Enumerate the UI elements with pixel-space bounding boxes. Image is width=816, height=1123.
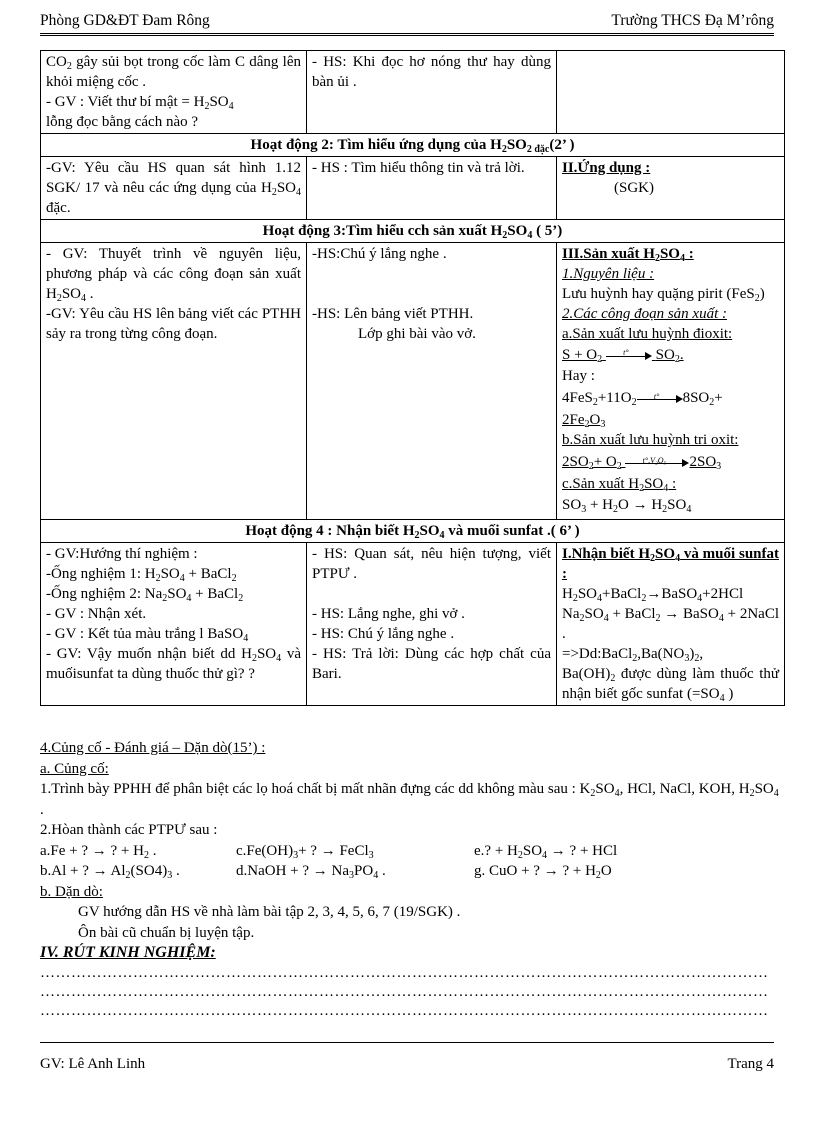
experience-title: IV. RÚT KINH NGHIỆM:: [40, 944, 216, 961]
activity-2-header: Hoạt động 2: Tìm hiểu ứng dụng của $H_2SO_{2 đặc}(2$’ ): [41, 134, 785, 157]
content-cell: I.Nhận biết $H_2SO_4$ và muối sunfat : $H_2SO_4+BaCl_2\to BaSO_4+2HCl$ $Na_2SO_4$ + BaCl$_2$ → BaSO$_4$ + 2NaCl . $=>Dd:BaCl_2,Ba(NO_3)_2$, $Ba(OH)_2$ được dùng làm thuốc thử nhận biết gốc sunfat ($=SO_4$ ): [557, 543, 785, 706]
page-footer: [40, 1056, 774, 1073]
teacher-cell: $CO_2$ gây sủi bọt trong cốc làm C dâng lên khỏi miệng cốc . - GV : Viết thư bí mật = $H_2SO_4$ lỗng đọc bằng cách nào ?: [41, 51, 307, 134]
table-row: [41, 243, 785, 520]
subsection-b: b. Dặn dò:: [40, 883, 103, 900]
activity-3-header: Hoạt động 3:Tìm hiểu cch sản xuất $H_2SO_4$ ( 5’): [41, 220, 785, 243]
page-header: [40, 12, 774, 34]
section-4-title: 4.Củng cố - Đánh giá – Dặn dò(15’) :: [40, 740, 266, 756]
table-row: [41, 543, 785, 706]
content-cell: III.Sản xuất $H_2SO_4$ : 1.Nguyên liệu : Lưu huỳnh hay quặng pirit (FeS$_2$) 2.Các công đoạn sản xuất : a.Sản xuất lưu huỳnh đioxit: $S + O_2$ t° $SO_2$. Hay : $4FeS_2+11O_2$ t° $8SO_2+$ $2Fe_2O_3$ b.Sản xuất lưu huỳnh tri oxit: $2SO_2+ O_2$ t°,V₂O₅ $2SO_3$ c.Sản xuất $H_2SO_4$ : $SO_3 + H_2O \to H_2SO_4$: [557, 243, 785, 520]
table-row: [41, 157, 785, 220]
teacher-cell: - GV: Thuyết trình về nguyên liệu, phương pháp và các công đoạn sản xuất $H_2SO_4$ . -GV: Yêu cầu HS lên bảng viết các PTHH sảy ra trong từng công đoạn.: [41, 243, 307, 520]
equation-row: a.Fe + ? → ? + $H_2$ . $c.Fe(OH)_3+$ ? → FeCl$_3$ e.? + $H_2SO_4$ → ? + HCl: [40, 842, 618, 861]
review-line: Ôn bài cũ chuẩn bị luyện tập.: [78, 924, 255, 941]
header-left: Phòng GD&ĐT Đam Rông: [40, 12, 210, 29]
homework-line: GV hướng dẫn HS về nhà làm bài tập 2, 3, 4, 5, 6, 7 (19/SGK) .: [78, 904, 461, 920]
lesson-table: [40, 50, 785, 706]
question-1: 1.Trình bày PPHH để phân biệt các lọ hoá chất bị mất nhãn đựng các dd không màu sau : $K_2SO_4$, HCl, NaCl, KOH, $H_2SO_4$ .: [40, 781, 779, 818]
footer-divider: [40, 1042, 774, 1043]
teacher-cell: - GV:Hướng thí nghiệm : -Ống nghiệm 1: $H_2SO_4$ + BaCl$_2$ -Ống nghiệm 2: $Na_2SO_4$ + BaCl$_2$ - GV : Nhận xét. - GV : Kết tủa màu trắng l BaSO$_4$ - GV: Vậy muốn nhận biết dd $H_2SO_4$ và muốisunfat ta dùng thuốc thử gì? ?: [41, 543, 307, 706]
consolidation-section: [40, 738, 784, 1021]
question-2: 2.Hòan thành các PTPƯ sau :: [40, 822, 218, 838]
reaction-arrow: t°: [637, 392, 683, 406]
dotted-line: ……………………………………………………………………………………………………………………………: [40, 964, 769, 981]
reaction-arrow: t°: [606, 349, 652, 363]
student-cell: - HS: Quan sát, nêu hiện tượng, viết PTPƯ . - HS: Lắng nghe, ghi vở . - HS: Chú ý lắng nghe . - HS: Trả lời: Dùng các hợp chất của Bari.: [307, 543, 557, 706]
teacher-cell: -GV: Yêu cầu HS quan sát hình 1.12 SGK/ 17 và nêu các ứng dụng của $H_2SO_4$ đặc.: [41, 157, 307, 220]
header-right: Trường THCS Đạ M’rông: [611, 12, 774, 29]
dotted-line: ……………………………………………………………………………………………………………………………: [40, 1002, 769, 1019]
student-cell: - HS : Tìm hiểu thông tin và trả lời.: [307, 157, 557, 220]
footer-teacher: GV: Lê Anh Linh: [40, 1056, 146, 1072]
page-number: Trang 4: [727, 1056, 774, 1072]
subsection-a: a. Củng cố:: [40, 760, 109, 777]
reaction-arrow: t°,V₂O₅: [625, 456, 689, 470]
content-cell: II.Ứng dụng : (SGK): [557, 157, 785, 220]
activity-4-header: Hoạt động 4 : Nhận biết $H_2SO_4$ và muối sunfat .( 6’ ): [41, 520, 785, 543]
section-title: II.Ứng dụng :: [562, 160, 651, 176]
student-cell: - HS: Khi đọc hơ nóng thư hay dùng bàn ủi .: [307, 51, 557, 134]
equation-row: b.Al + ? → $Al_2(SO4)_3$ . d.NaOH + ? → $Na_3PO_4$ . g. CuO + ? → ? + $H_2O$: [40, 863, 612, 881]
student-cell: -HS:Chú ý lắng nghe . -HS: Lên bảng viết PTHH. Lớp ghi bài vào vở.: [307, 243, 557, 520]
content-cell: [557, 51, 785, 134]
header-divider: [40, 33, 774, 36]
dotted-line: ……………………………………………………………………………………………………………………………: [40, 983, 769, 1000]
table-row: [41, 51, 785, 134]
